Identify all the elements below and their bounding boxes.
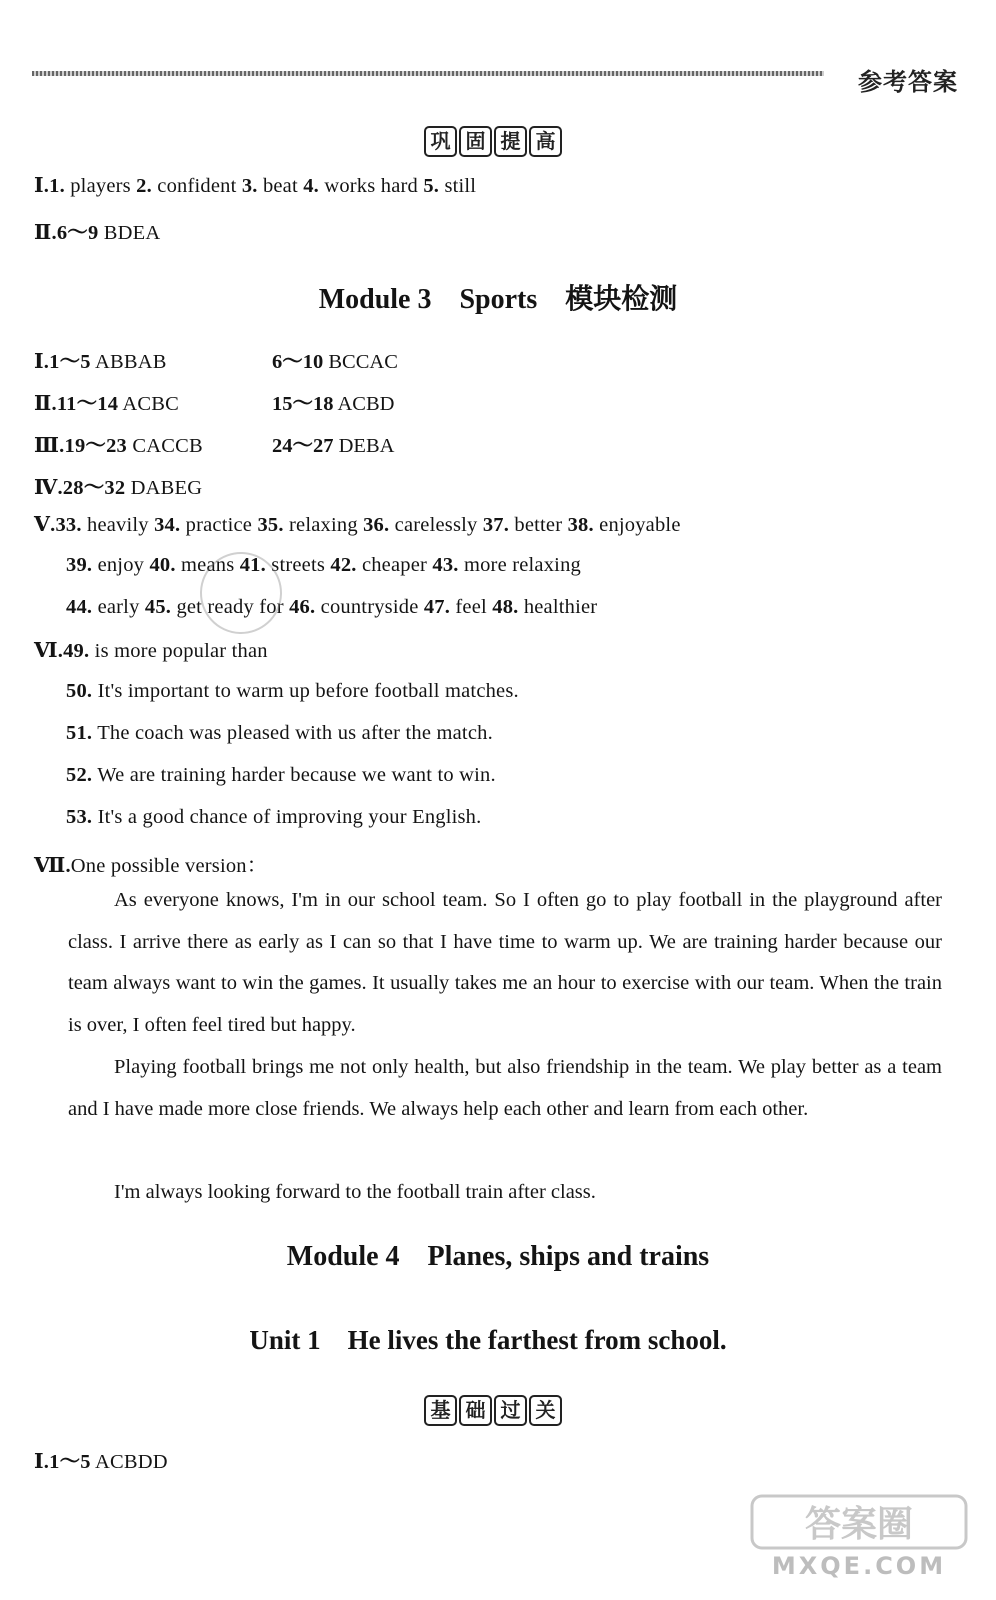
q-num: 6～10 [272, 351, 324, 373]
q-num: 15～18 [272, 393, 334, 415]
q-num: 33. [55, 514, 82, 536]
q-num: 28～32 [62, 477, 126, 499]
q-num: 38. [567, 514, 594, 536]
answer: carelessly [394, 514, 478, 536]
q-num: 37. [482, 514, 510, 536]
header-title: 参考答案 [858, 68, 958, 96]
logo-text: 答案圈 [804, 1504, 914, 1545]
answer: BCCAC [328, 351, 398, 373]
answer: confident [157, 175, 237, 197]
answer: ACBDD [94, 1451, 168, 1473]
answer: BDEA [103, 222, 161, 244]
q-num: 2. [136, 175, 152, 197]
q-num: 6～9 [56, 222, 99, 244]
badge-char: 巩 [424, 126, 457, 157]
badge-char: 关 [529, 1395, 562, 1426]
v-row-3 [66, 596, 597, 619]
mc-row-2-col2 [272, 386, 394, 416]
answer: more relaxing [463, 554, 581, 576]
site-watermark-logo [744, 1490, 974, 1580]
answer: means [181, 554, 235, 576]
answer: countryside [320, 596, 419, 618]
answer: get ready for [176, 596, 284, 618]
q-num: 44. [66, 596, 93, 618]
answer: ACBD [337, 393, 395, 415]
badge-char: 过 [494, 1395, 527, 1426]
q-num: 24～27 [272, 435, 334, 457]
roman-numeral: Ⅴ. [34, 514, 56, 536]
roman-numeral: Ⅶ. [34, 855, 71, 877]
answer-line-s1-2 [34, 215, 160, 245]
roman-numeral: Ⅵ. [34, 640, 64, 662]
intro-text: One possible version： [70, 855, 268, 877]
roman-numeral: Ⅳ. [34, 477, 63, 499]
logo-url: MXQE.COM [771, 1552, 947, 1580]
q-num: 1～5 [49, 351, 91, 373]
roman-numeral: Ⅰ. [34, 1451, 50, 1473]
q-num: 50. [66, 680, 93, 702]
answer: ABBAB [94, 351, 167, 373]
section-badge-consolidate [424, 126, 562, 157]
answer: CACCB [132, 435, 203, 457]
answer: We are training harder because we want to win. [97, 764, 496, 786]
mc-row-2 [34, 386, 179, 416]
v-row-1 [34, 512, 681, 537]
answer: better [514, 514, 563, 536]
q-num: 19～23 [64, 435, 127, 457]
module4-title: Module 4 Planes, ships and trains [286, 1241, 710, 1272]
badge-char: 高 [529, 126, 562, 157]
answer: DEBA [338, 435, 395, 457]
q-num: 3. [241, 175, 258, 197]
roman-numeral: Ⅱ. [34, 222, 57, 244]
badge-char: 提 [494, 126, 527, 157]
q-num: 40. [149, 554, 176, 576]
vi-row-53 [66, 806, 481, 829]
badge-char: 基 [424, 1395, 457, 1426]
q-num: 42. [330, 554, 357, 576]
q-num: 35. [257, 514, 284, 536]
vi-row-51 [66, 722, 493, 745]
answer: It's important to warm up before football matches. [97, 680, 519, 702]
q-num: 4. [303, 175, 319, 197]
answer: is more popular than [94, 640, 268, 662]
q-num: 45. [144, 596, 172, 618]
q-num: 51. [66, 722, 93, 744]
answer: still [444, 175, 477, 197]
answer: healthier [523, 596, 598, 618]
q-num: 41. [239, 554, 266, 576]
answer: enjoyable [599, 514, 681, 536]
roman-numeral: Ⅱ. [34, 393, 57, 415]
badge-char: 础 [459, 1395, 492, 1426]
badge-char: 固 [459, 126, 492, 157]
section-badge-basics [424, 1395, 562, 1426]
mc-row-3-col2 [272, 428, 394, 458]
q-num: 11～14 [56, 393, 119, 415]
answer: feel [455, 596, 487, 618]
roman-numeral: Ⅲ. [34, 435, 65, 457]
q-num: 47. [423, 596, 451, 618]
header-rule [32, 71, 824, 76]
answer: cheaper [361, 554, 428, 576]
mc-row-1-col2 [272, 344, 398, 374]
answer: The coach was pleased with us after the match. [97, 722, 493, 744]
answer: beat [262, 175, 298, 197]
q-num: 46. [289, 596, 316, 618]
essay-paragraph-1: As everyone knows, I'm in our school team. So I often go to play football in the playground after class. I arrive there as early as I can so that I have time to warm up. We are training harder because our team always want to win the games. It usually takes me an hour to exercise with our team. When the train is over, I often feel tired but happy. [68, 889, 942, 1037]
q-num: 1. [49, 175, 65, 197]
vii-intro [34, 848, 267, 878]
mc-row-1 [34, 344, 167, 374]
mc-row-4 [34, 470, 202, 500]
answer: streets [271, 554, 326, 576]
answer: heavily [87, 514, 149, 536]
answer: early [97, 596, 140, 618]
q-num: 5. [423, 175, 440, 197]
vi-row-49 [34, 638, 268, 663]
q-num: 53. [66, 806, 93, 828]
answer: enjoy [97, 554, 145, 576]
answer-line-s1-1 [34, 173, 476, 198]
q-num: 34. [154, 514, 181, 536]
v-row-2 [66, 554, 581, 577]
answer: ACBC [122, 393, 180, 415]
roman-numeral: Ⅰ. [34, 351, 50, 373]
essay-paragraph-2: Playing football brings me not only health, but also friendship in the team. We play better as a team and I have made more close friends. We always help each other and learn from each other. [68, 1056, 942, 1120]
q-num: 48. [492, 596, 519, 618]
answer: players [70, 175, 131, 197]
unit1-title: Unit 1 He lives the farthest from school. [249, 1325, 727, 1355]
essay-paragraph-3: I'm always looking forward to the football train after class. [114, 1181, 596, 1203]
q-num: 52. [66, 764, 93, 786]
answer: works hard [324, 175, 418, 197]
mc-row-3 [34, 428, 203, 458]
vi-row-50 [66, 680, 519, 703]
vi-row-52 [66, 764, 496, 787]
m4-answer-line-1 [34, 1444, 168, 1474]
roman-numeral: Ⅰ. [34, 175, 50, 197]
module3-title: Module 3 Sports 模块检测 [318, 284, 678, 315]
answer: practice [185, 514, 253, 536]
q-num: 1～5 [49, 1451, 91, 1473]
q-num: 36. [363, 514, 390, 536]
answer: It's a good chance of improving your English. [97, 806, 482, 828]
q-num: 43. [432, 554, 459, 576]
q-num: 49. [63, 640, 90, 662]
answer: DABEG [130, 477, 203, 499]
answer: relaxing [289, 514, 358, 536]
q-num: 39. [66, 554, 93, 576]
